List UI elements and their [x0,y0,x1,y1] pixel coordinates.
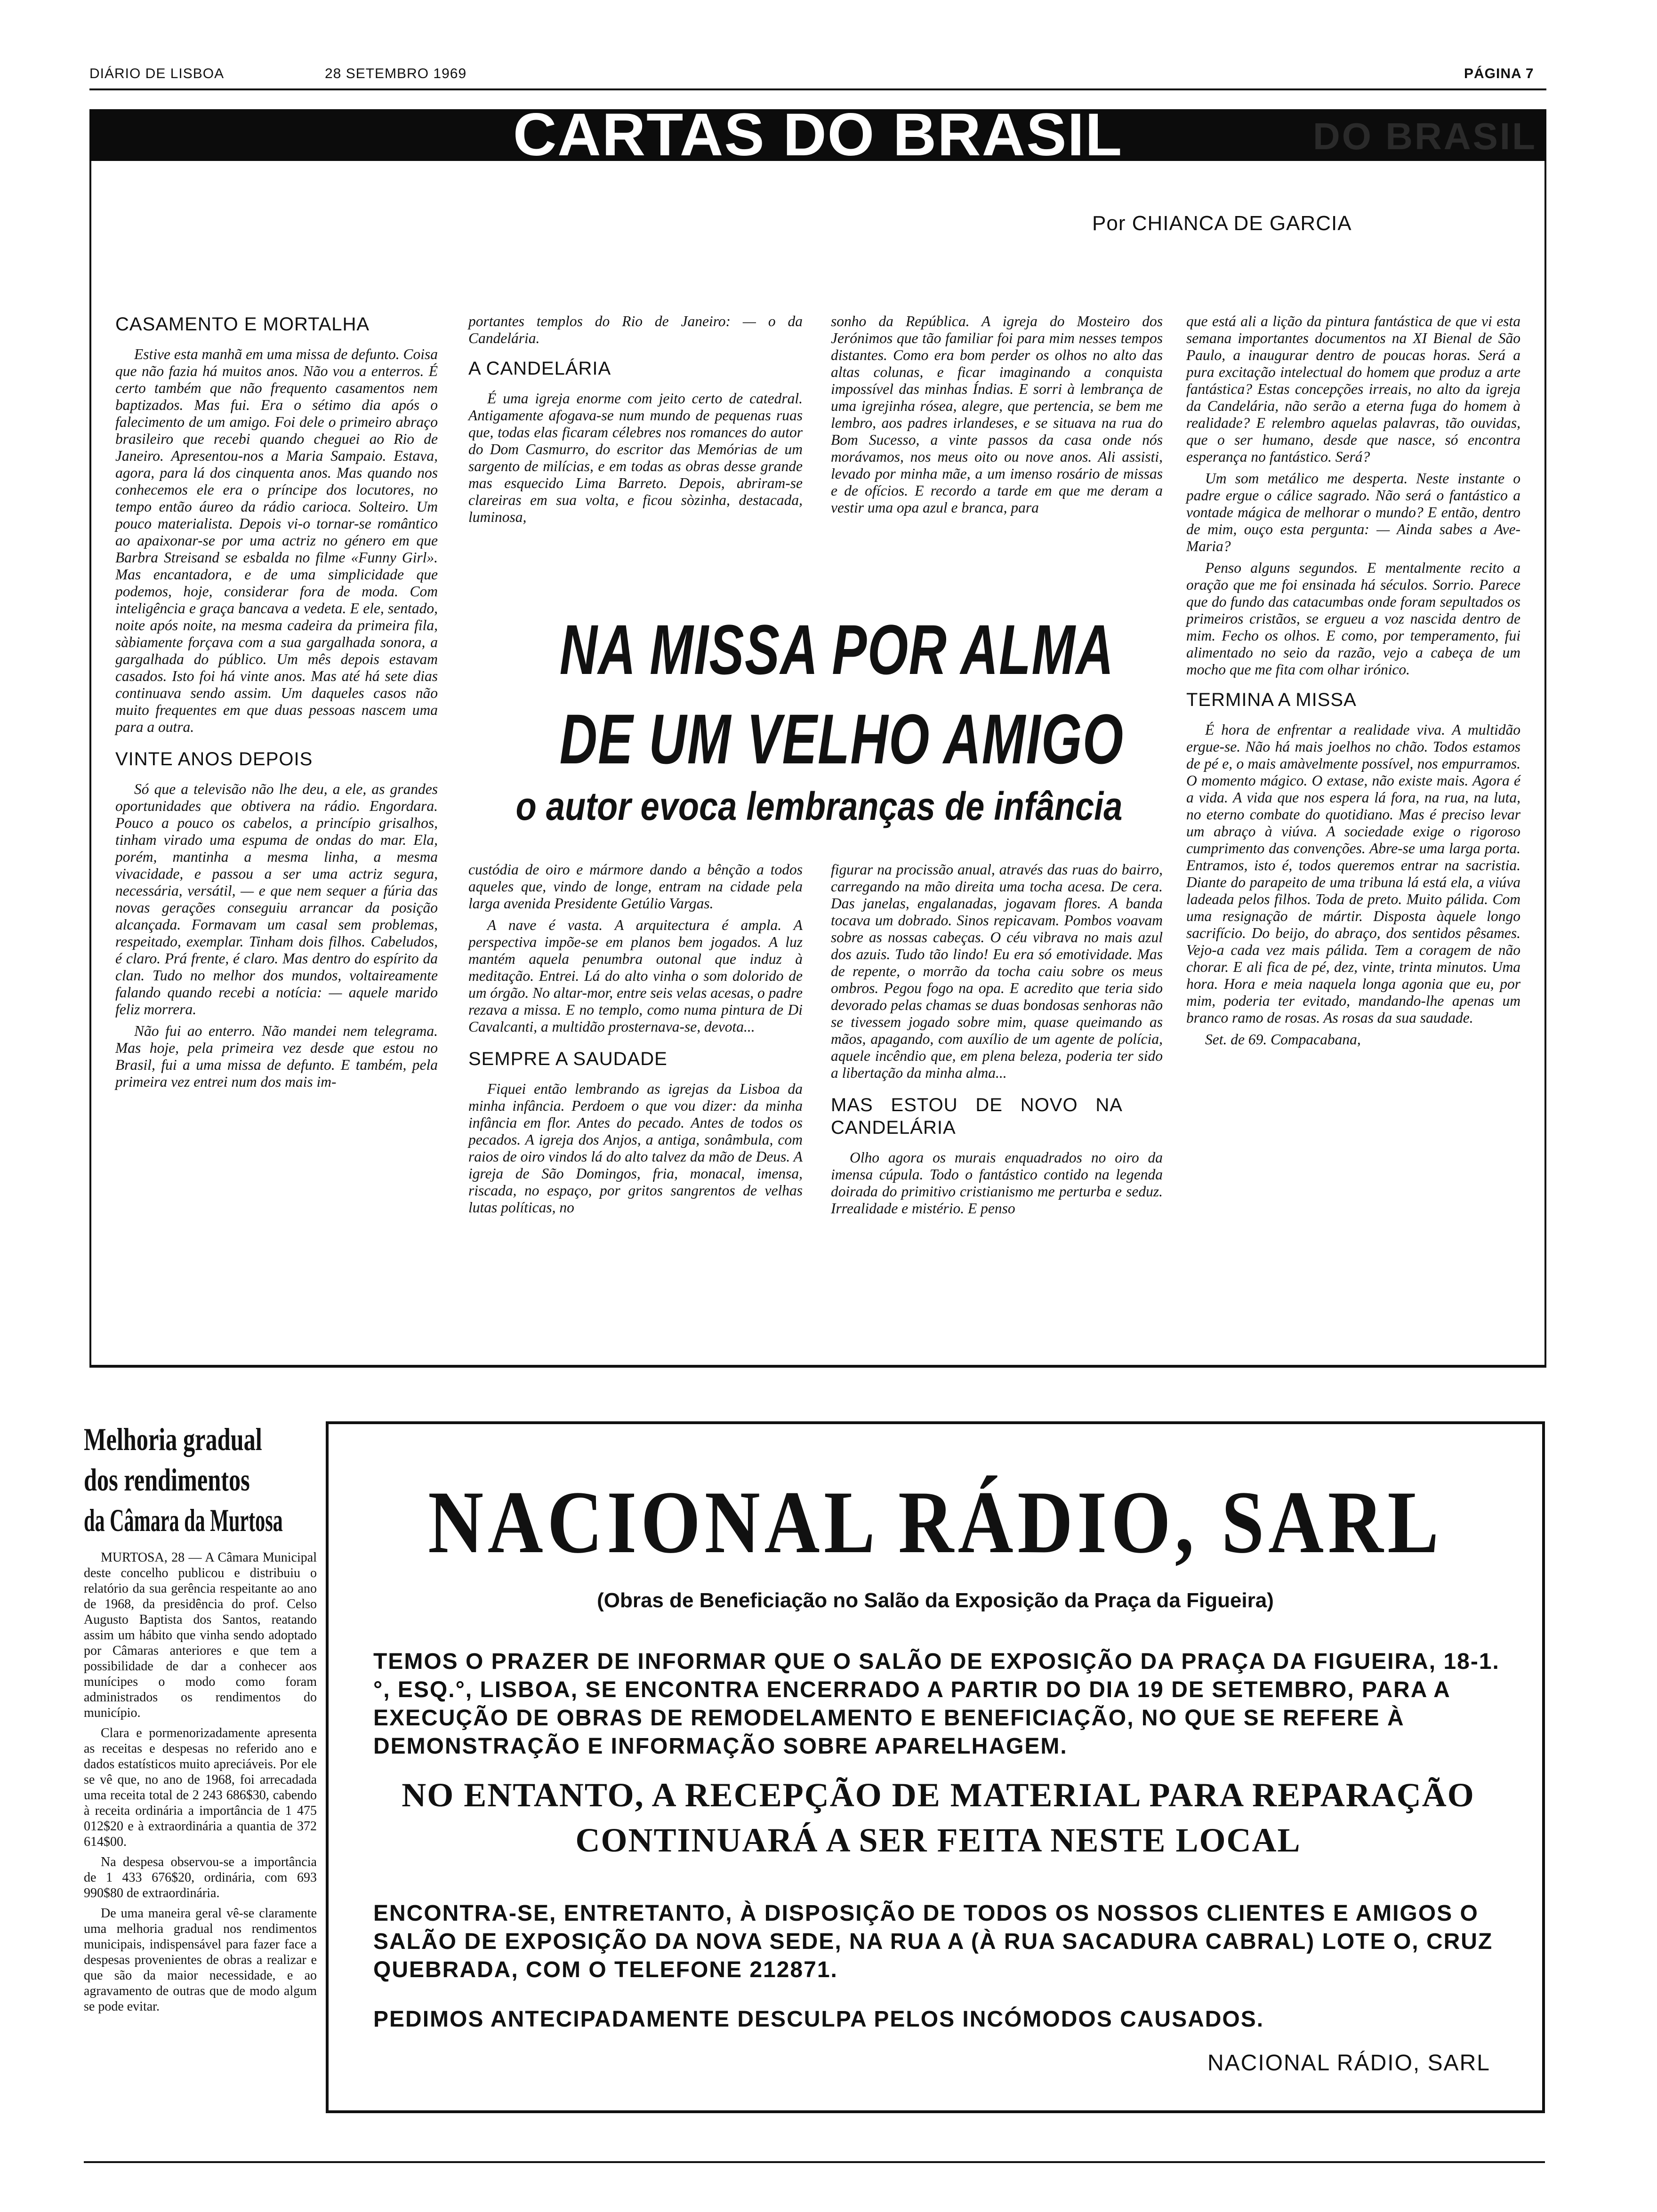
section-title: CARTAS DO BRASIL [513,109,1123,161]
article-frame-left [89,161,91,1366]
paragraph: figurar na procissão anual, através das ruas do bairro, carregando na mão direita uma tocha acesa. De cera. Das janelas, engalanadas, jogavam flores. A banda tocava um dobrado. Sinos repicavam. Pombos voavam sobre as nossas cabeças. O céu vibrava no mais azul dos azuis. Tudo tão lindo! Eu era só emotividade. Mas de repente, o morrão da tocha caiu sobre os meus ombros. Pegou fogo na opa. E acredito que teria sido devorado pelas chamas se duas bondosas senhoras não se tivessem jogado sobre mim, quase queimando as mãos, apagando, com auxílio de um agente de polícia, aquele incêndio que, em plena beleza, poderia ter sido a libertação da minha alma... [831,861,1163,1081]
page-bottom-rule [84,2161,1545,2163]
newspaper-name: DIÁRIO DE LISBOA [89,66,225,81]
article-frame-bottom [89,1365,1546,1368]
paragraph: portantes templos do Rio de Janeiro: — o da Candelária. [468,313,803,346]
ad-paragraph-3: ENCONTRA-SE, ENTRETANTO, À DISPOSIÇÃO DE TODOS OS NOSSOS CLIENTES E AMIGOS O SALÃO DE EXPOSIÇÃO DA NOVA SEDE, NA RUA A (À RUA SACADURA CABRAL) LOTE O, CRUZ QUEBRADA, COM O TELEFONE 212871. [373,1901,1493,1982]
article-column-1 [115,313,438,1095]
ad-subtitle: (Obras de Beneficiação no Salão da Exposição da Praça da Figueira) [597,1589,1274,1612]
banner-shadow: DO BRASIL [1313,115,1537,157]
article-column-2-top [468,313,803,530]
deck: o autor evoca lembranças de infância [515,784,1123,828]
paragraph: MURTOSA, 28 — A Câmara Municipal deste concelho publicou e distribuiu o relatório da sua gerência respeitante ao ano de 1968, da presidência do prof. Celso Augusto Baptista dos Santos, reatando assim um hábito que vinha sendo adoptado por Câmaras anteriores e que tem a possibilidade de dar a conhecer aos munícipes o modo como foram administrados os rendimentos do município. [84,1550,317,1720]
paragraph: Um som metálico me desperta. Neste instante o padre ergue o cálice sagrado. Não será o fantástico a vontade mágica de melhorar o mundo? E então, dentro de mim, ouço esta pergunta: — Ainda sabes a Ave-Maria? [1186,470,1520,554]
subheading-vinte-anos: VINTE ANOS DEPOIS [115,749,313,769]
subheading-casamento: CASAMENTO E MORTALHA [115,314,370,335]
advertisement [326,1421,1545,2113]
section-banner [89,109,1546,161]
subheading-candelaria-again: MAS ESTOU DE NOVO NA CANDELÁRIA [831,1095,1123,1138]
sidebar-article [84,1419,319,2019]
page-number: PÁGINA 7 [1464,66,1534,81]
article-frame-right [1544,161,1546,1366]
article-column-3-bottom [831,861,1163,1222]
sidebar-body [84,1550,317,2014]
headline-line-2: DE UM VELHO AMIGO [559,699,1124,778]
issue-date: 28 SETEMBRO 1969 [325,66,467,81]
header-rule [89,88,1546,90]
ad-highlight-line-2: CONTINUARÁ A SER FEITA NESTE LOCAL [575,1821,1301,1859]
paragraph: Só que a televisão não lhe deu, a ele, as grandes oportunidades que obtivera na rádio. Engordara. Pouco a pouco os cabelos, a princípio grisalhos, tinham virado uma espuma de ondas do mar. Ela, porém, mantinha a mesma linha, a mesma vivacidade, e passou a ser uma actriz segura, necessária, versátil, — e que nem sequer a fúria das novas gerações conseguiu arrancar da posição alcançada. Formavam um casal sem problemas, respeitado, exemplar. Tinham dois filhos. Cabeludos, é claro. Prá frente, é claro. Mas dentro do espírito da clan. Tudo no melhor dos mundos, voltaireamente falando quando recebi a notícia: — aquele marido feliz morrera. [115,781,438,1018]
ad-paragraph-4: PEDIMOS ANTECIPADAMENTE DESCULPA PELOS INCÓMODOS CAUSADOS. [373,2007,1264,2032]
paragraph: Penso alguns segundos. E mentalmente recito a oração que me foi ensinada há séculos. Sorrio. Parece que do fundo das catacumbas onde foram sepultados os primeiros cristãos, se ergueu a voz nascida dentro de mim. Fecho os olhos. E como, por temperamento, fui alimentado no seio da razão, vejo a cabeça de um mocho que me fita com olhar irónico. [1186,560,1520,678]
paragraph: De uma maneira geral vê-se claramente uma melhoria gradual nos rendimentos municipais, indispensável para fazer face a despesas provenientes de obras a realizar e que são da maior necessidade, e ao agravamento de outras que de modo algum se pode evitar. [84,1906,317,2014]
paragraph: Clara e pormenorizadamente apresenta as receitas e despesas no referido ano e dados estatísticos muito apreciáveis. Por ele se vê que, no ano de 1968, foi arrecadada uma receita total de 2 243 686$30, cabendo à receita ordinária a importância de 1 475 012$20 e à extraordinária a quantia de 372 614$00. [84,1726,317,1849]
sidebar-title-line-2: dos rendimentos [84,1462,250,1498]
subheading-termina: TERMINA A MISSA [1186,689,1357,710]
paragraph: Na despesa observou-se a importância de 1 433 676$20, ordinária, com 693 990$80 de extraordinária. [84,1855,317,1900]
article-column-3-top [831,313,1163,521]
paragraph: que está ali a lição da pintura fantástica de que vi esta semana importantes documentos na XI Bienal de São Paulo, a inaugurar dentro de poucas horas. Será a pura excitação intelectual do homem que produz a arte fantástica? Estas concepções irreais, no alto da igreja da Candelária, não serão a eterna fuga do homem à realidade? E relembro aquelas palavras, tão ouvidas, que o ser humano, desde que nasce, só encontra esperança no fantástico. Será? [1186,313,1520,465]
paragraph: Estive esta manhã em uma missa de defunto. Coisa que não fazia há muitos anos. Não vou a enterros. É certo também que não frequento casamentos nem baptizados. Mas fui. Era o sétimo dia após o falecimento de um amigo. Foi dele o primeiro abraço brasileiro que recebi quando cheguei ao Rio de Janeiro. Apresentou-nos a Maria Sampaio. Estava, agora, para lá dos cinquenta anos. Mas quando nos conhecemos ele era o príncipe dos locutores, no tempo então áureo da rádio carioca. Solteiro. Um pouco materialista. Depois vi-o tornar-se romântico ao apaixonar-se por uma actriz no género em que Barbra Streisand se esbalda no filme «Funny Girl». Mas encantadora, e de uma simplicidade que podemos, hoje, considerar fora de moda. Com inteligência e graça bancava a vedeta. E ele, sentado, noite após noite, na mesma cadeira da primeira fila, sàbiamente forçava com a sua gargalhada sonora, a gargalhada do público. Um mês depois estavam casados. Isto foi há vinte anos. Mas até há sete dias continuava sendo assim. Um daqueles casos não muito frequentes em que duas pessoas nascem uma para a outra. [115,346,438,735]
sidebar-title-line-3: da Câmara da Murtosa [84,1502,283,1538]
paragraph: sonho da República. A igreja do Mosteiro dos Jerónimos que tão familiar foi para mim nesses tempos distantes. Como era bom perder os olhos no alto das altas colunas, e ficar imaginando a conquista impossível das minhas Índias. E sorri à lembrança de uma igrejinha rósea, alegre, que pertencia, se bem me lembro, aos padres irlandeses, e se situava na rua do Bom Sucesso, a vinte passos da casa onde nós morávamos, nos meus oito ou nove anos. Ali assisti, levado por minha mãe, a um imenso rosário de missas e de ofícios. E recordo a tarde em que me deram a vestir uma opa azul e branca, para [831,313,1163,516]
paragraph: A nave é vasta. A arquitectura é ampla. A perspectiva impõe-se em planos bem jogados. A luz mantém aquela penumbra outonal que induz à meditação. Entrei. Lá do alto vinha o som dolorido de um órgão. No altar-mor, entre seis velas acesas, o padre rezava a missa. E no templo, como numa pintura de Di Cavalcanti, a multidão prosternava-se, devota... [468,917,803,1035]
ad-signature: NACIONAL RÁDIO, SARL [1207,2051,1490,2076]
byline: Por CHIANCA DE GARCIA [1092,212,1352,235]
subheading-saudade: SEMPRE A SAUDADE [468,1049,668,1069]
paragraph: Não fui ao enterro. Não mandei nem telegrama. Mas hoje, pela primeira vez desde que estou no Brasil, fui a uma missa de defunto. E também, pela primeira vez entrei num dos mais im- [115,1023,438,1090]
paragraph: Fiquei então lembrando as igrejas da Lisboa da minha infância. Perdoem o que vou dizer: da minha infância em flor. Antes do pecado. Antes de todos os pecados. A igreja dos Anjos, a antiga, sonâmbula, com raios de oiro vindos lá do alto talvez da mão de Deus. A igreja de São Domingos, fria, monacal, imensa, riscada, no espaço, por gritos sangrentos de velhas lutas políticas, no [468,1081,803,1216]
sidebar-title-line-1: Melhoria gradual [84,1421,262,1457]
paragraph: É hora de enfrentar a realidade viva. A multidão ergue-se. Não há mais joelhos no chão. Todos estamos de pé e, o mais amàvelmente possível, nos empurramos. O momento mágico. O extase, não existe mais. Agora é a vida. A vida que nos espera lá fora, na rua, na luta, no eterno combate do quotidiano. Mas é preciso levar um abraço à viúva. A sociedade exige o rigoroso cumprimento das convenções. Abre-se uma larga porta. Entramos, isto é, todos queremos entrar na sacristia. Diante do parapeito de uma tribuna lá está ela, a viúva ladeada pelos filhos. Toda de preto. Muito pálida. Com uma resignação de mártir. Disposta àquele longo sacrifício. Do beijo, do abraço, dos sentidos pêsames. Vejo-a cada vez mais pálida. Tem a coragem de não chorar. E ali fica de pé, dez, vinte, trinta minutos. Uma hora. Hora e meia naquela longa agonia que eu, por mim, poderia ter evitado, mandando-lhe apenas um branco ramo de rosas. As rosas da sua saudade. [1186,721,1520,1026]
paragraph: custódia de oiro e mármore dando a bênção a todos aqueles que, vindo de longe, entram na cidade pela larga avenida Presidente Getúlio Vargas. [468,861,803,912]
article-column-4 [1186,313,1520,1053]
article-column-2-bottom [468,861,803,1221]
paragraph: É uma igreja enorme com jeito certo de catedral. Antigamente afogava-se num mundo de pequenas ruas que, todas elas ficaram célebres nos romances do autor do Dom Casmurro, do escritor das Memórias de um sargento de milícias, e em todas as obras desse grande mas esquecido Lima Barreto. Depois, abriram-se clareiras em sua volta, e ficou sòzinha, destacada, luminosa, [468,390,803,525]
article-signoff: Set. de 69. Compacabana, [1205,1031,1361,1048]
paragraph: Olho agora os murais enquadrados no oiro da imensa cúpula. Todo o fantástico contido na legenda doirada do primitivo cristianismo me perturba e seduz. Irrealidade e mistério. E penso [831,1149,1163,1217]
headline [559,605,1124,784]
ad-highlight-line-1: NO ENTANTO, A RECEPÇÃO DE MATERIAL PARA REPARAÇÃO [402,1776,1475,1814]
ad-paragraph-1: TEMOS O PRAZER DE INFORMAR QUE O SALÃO DE EXPOSIÇÃO DA PRAÇA DA FIGUEIRA, 18-1.°, ESQ.°, LISBOA, SE ENCONTRA ENCERRADO A PARTIR DO DIA 19 DE SETEMBRO, PARA A EXECUÇÃO DE OBRAS DE REMODELAMENTO E BENEFICIAÇÃO, NO QUE SE REFERE À DEMONSTRAÇÃO E INFORMAÇÃO SOBRE APARELHAGEM. [373,1649,1500,1759]
subheading-candelaria: A CANDELÁRIA [468,358,611,379]
headline-line-1: NA MISSA POR ALMA [559,610,1115,689]
ad-title: NACIONAL RÁDIO, SARL [428,1473,1443,1572]
